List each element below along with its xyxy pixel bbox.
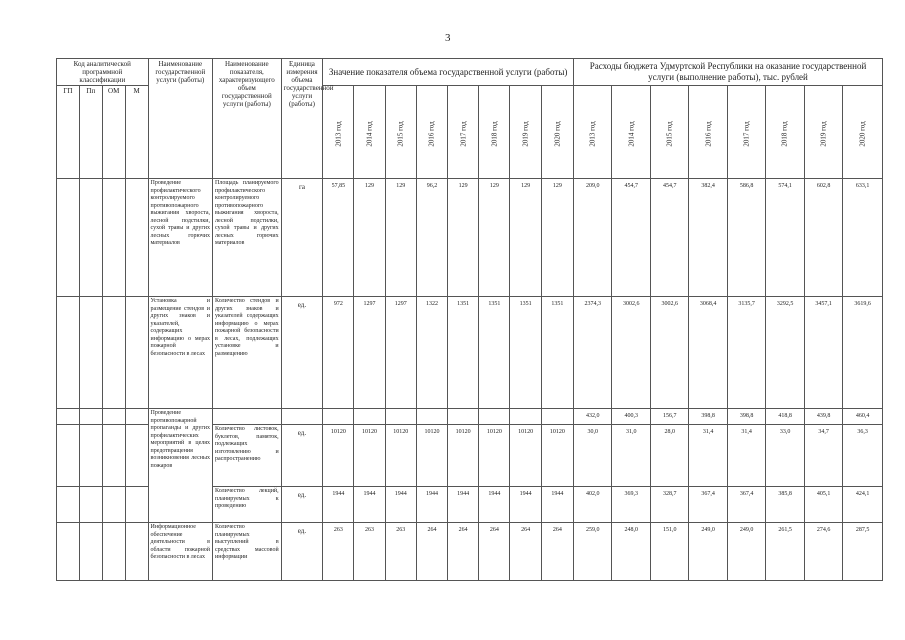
volume-cell: 10120 <box>354 425 385 487</box>
expense-cell: 31,4 <box>727 425 765 487</box>
expense-cell: 439,8 <box>804 409 842 425</box>
volume-cell: 129 <box>541 179 573 297</box>
unit-cell: га <box>281 179 323 297</box>
volume-cell: 264 <box>416 523 447 581</box>
indicator-cell: Количество лекций, планируемых к проведению <box>213 487 282 523</box>
volume-cell: 129 <box>510 179 541 297</box>
volume-year: 2017 год <box>448 86 479 179</box>
volume-cell: 1351 <box>541 297 573 409</box>
volume-cell: 10120 <box>510 425 541 487</box>
volume-cell <box>479 409 510 425</box>
expense-cell: 382,4 <box>689 179 727 297</box>
volume-year: 2016 год <box>416 86 447 179</box>
volume-cell: 1351 <box>510 297 541 409</box>
volume-cell: 264 <box>541 523 573 581</box>
volume-cell <box>323 409 354 425</box>
volume-cell <box>510 409 541 425</box>
expense-cell: 287,5 <box>843 523 883 581</box>
code-pp: Пп <box>79 86 102 179</box>
volume-cell: 1322 <box>416 297 447 409</box>
volume-cell: 10120 <box>479 425 510 487</box>
volume-cell <box>385 409 416 425</box>
expense-cell: 3135,7 <box>727 297 765 409</box>
expense-year: 2020 год <box>843 86 883 179</box>
expense-cell: 432,0 <box>574 409 612 425</box>
volume-cell: 129 <box>479 179 510 297</box>
expense-cell: 33,0 <box>766 425 804 487</box>
expense-cell: 249,0 <box>689 523 727 581</box>
expense-cell: 460,4 <box>843 409 883 425</box>
expense-cell: 151,0 <box>650 523 688 581</box>
code-om: ОМ <box>102 86 125 179</box>
volume-cell: 1351 <box>479 297 510 409</box>
expense-cell: 418,8 <box>766 409 804 425</box>
code-gp: ГП <box>57 86 80 179</box>
volume-year: 2019 год <box>510 86 541 179</box>
expense-cell: 259,0 <box>574 523 612 581</box>
expense-cell: 3068,4 <box>689 297 727 409</box>
indicator-cell: Количество планируемых выступлений в средствах массовой информации <box>213 523 282 581</box>
expense-cell: 209,0 <box>574 179 612 297</box>
volume-cell: 1351 <box>448 297 479 409</box>
expense-header: Расходы бюджета Удмуртской Республики на оказание государственной услуги (выполнение работы), тыс. рублей <box>574 59 883 86</box>
volume-cell: 129 <box>385 179 416 297</box>
expense-cell: 3002,6 <box>612 297 650 409</box>
volume-cell: 1297 <box>354 297 385 409</box>
expense-cell: 3292,5 <box>766 297 804 409</box>
expense-cell: 367,4 <box>689 487 727 523</box>
service-cell: Установка и размещение стендов и других знаков и указателей, содержащих информацию о мерах пожарной безопасности в лесах <box>148 297 212 409</box>
table-row <box>57 179 883 297</box>
volume-header: Значение показателя объема государственной услуги (работы) <box>323 59 574 86</box>
unit-cell <box>281 409 323 425</box>
table-row <box>57 297 883 409</box>
table-row <box>57 409 883 425</box>
indicator-cell: Количество листовок, буклетов, памяток, подлежащих изготовлению и распространению <box>213 425 282 487</box>
expense-cell: 633,1 <box>843 179 883 297</box>
code-cell <box>79 487 102 523</box>
volume-cell: 264 <box>448 523 479 581</box>
volume-year: 2013 год <box>323 86 354 179</box>
volume-cell: 129 <box>354 179 385 297</box>
expense-cell: 31,4 <box>689 425 727 487</box>
volume-cell: 1944 <box>416 487 447 523</box>
volume-cell: 264 <box>510 523 541 581</box>
volume-year: 2018 год <box>479 86 510 179</box>
volume-cell: 129 <box>448 179 479 297</box>
code-cell <box>125 297 148 409</box>
volume-cell: 1944 <box>354 487 385 523</box>
expense-cell: 30,0 <box>574 425 612 487</box>
code-cell <box>125 425 148 487</box>
code-cell <box>125 487 148 523</box>
indicator-cell: Площадь планируемого профилактического контролируемого противопожарного выжигания хвороста, лесной подстилки, сухой травы и других лесных горючих материалов <box>213 179 282 297</box>
expense-year: 2017 год <box>727 86 765 179</box>
expense-cell: 454,7 <box>612 179 650 297</box>
service-name-header: Наименование государственной услуги (работы) <box>148 59 212 179</box>
indicator-name-header: Наименование показателя, характеризующего объем государственной услуги (работы) <box>213 59 282 179</box>
volume-cell <box>416 409 447 425</box>
unit-cell: ед. <box>281 487 323 523</box>
indicator-cell <box>213 409 282 425</box>
code-cell <box>79 297 102 409</box>
volume-cell <box>448 409 479 425</box>
indicator-cell: Количество стендов и других знаков и указателей содержащих информацию о мерах пожарной безопасности в лесах, подлежащих установке и размещению <box>213 297 282 409</box>
volume-cell: 1944 <box>385 487 416 523</box>
expense-cell: 367,4 <box>727 487 765 523</box>
volume-year: 2014 год <box>354 86 385 179</box>
expense-cell: 2374,3 <box>574 297 612 409</box>
table-row <box>57 523 883 581</box>
volume-cell: 96,2 <box>416 179 447 297</box>
code-m: М <box>125 86 148 179</box>
expense-cell: 36,3 <box>843 425 883 487</box>
code-cell <box>57 487 80 523</box>
expense-cell: 385,8 <box>766 487 804 523</box>
expense-cell: 424,1 <box>843 487 883 523</box>
code-cell <box>79 179 102 297</box>
expense-year: 2016 год <box>689 86 727 179</box>
service-cell: Проведение профилактического контролируемого противопожарного выжигания хвороста, лесной подстилки, сухой травы и других лесных горючих материалов <box>148 179 212 297</box>
expense-cell: 261,5 <box>766 523 804 581</box>
volume-cell: 57,85 <box>323 179 354 297</box>
code-cell <box>102 409 125 425</box>
expense-year: 2014 год <box>612 86 650 179</box>
expense-cell: 249,0 <box>727 523 765 581</box>
unit-cell: ед. <box>281 297 323 409</box>
expense-cell: 400,3 <box>612 409 650 425</box>
code-cell <box>102 487 125 523</box>
expense-cell: 3457,1 <box>804 297 842 409</box>
volume-cell: 264 <box>479 523 510 581</box>
volume-cell: 10120 <box>323 425 354 487</box>
volume-cell <box>354 409 385 425</box>
volume-cell: 10120 <box>541 425 573 487</box>
expense-cell: 369,3 <box>612 487 650 523</box>
volume-cell: 10120 <box>385 425 416 487</box>
volume-year: 2020 год <box>541 86 573 179</box>
expense-cell: 328,7 <box>650 487 688 523</box>
code-cell <box>125 523 148 581</box>
expense-year: 2015 год <box>650 86 688 179</box>
services-table <box>56 58 883 581</box>
unit-cell: ед. <box>281 523 323 581</box>
code-cell <box>102 297 125 409</box>
expense-cell: 602,8 <box>804 179 842 297</box>
service-cell: Информационное обеспечение деятельности в области пожарной безопасности в лесах <box>148 523 212 581</box>
code-cell <box>102 179 125 297</box>
code-cell <box>125 179 148 297</box>
expense-cell: 454,7 <box>650 179 688 297</box>
volume-cell: 263 <box>385 523 416 581</box>
expense-cell: 3619,6 <box>843 297 883 409</box>
expense-cell: 274,6 <box>804 523 842 581</box>
volume-cell: 1297 <box>385 297 416 409</box>
code-cell <box>57 297 80 409</box>
expense-cell: 398,8 <box>727 409 765 425</box>
volume-cell: 972 <box>323 297 354 409</box>
expense-year: 2013 год <box>574 86 612 179</box>
unit-header: Единица измерения объема государственной услуги (работы) <box>281 59 323 179</box>
expense-cell: 34,7 <box>804 425 842 487</box>
volume-cell: 10120 <box>416 425 447 487</box>
page-number: 3 <box>445 32 451 44</box>
expense-cell: 574,1 <box>766 179 804 297</box>
expense-cell: 405,1 <box>804 487 842 523</box>
code-cell <box>102 425 125 487</box>
code-cell <box>79 409 102 425</box>
volume-cell: 263 <box>354 523 385 581</box>
volume-cell: 1944 <box>448 487 479 523</box>
code-header: Код аналитической программной классификации <box>57 59 149 86</box>
expense-cell: 248,0 <box>612 523 650 581</box>
volume-cell: 1944 <box>510 487 541 523</box>
expense-cell: 156,7 <box>650 409 688 425</box>
volume-cell: 1944 <box>479 487 510 523</box>
volume-cell: 10120 <box>448 425 479 487</box>
expense-year: 2018 год <box>766 86 804 179</box>
code-cell <box>125 409 148 425</box>
volume-year: 2015 год <box>385 86 416 179</box>
code-cell <box>79 425 102 487</box>
expense-cell: 31,0 <box>612 425 650 487</box>
table-body <box>57 179 883 581</box>
code-cell <box>57 409 80 425</box>
expense-cell: 402,0 <box>574 487 612 523</box>
code-cell <box>57 425 80 487</box>
code-cell <box>57 179 80 297</box>
service-cell: Проведение противопожарной пропаганды и других профилактических мероприятий в целях предотвращения возникновения лесных пожаров <box>148 409 212 523</box>
expense-cell: 398,8 <box>689 409 727 425</box>
expense-cell: 586,8 <box>727 179 765 297</box>
volume-cell: 1944 <box>541 487 573 523</box>
code-cell <box>57 523 80 581</box>
unit-cell: ед. <box>281 425 323 487</box>
volume-cell: 263 <box>323 523 354 581</box>
volume-cell <box>541 409 573 425</box>
expense-cell: 28,0 <box>650 425 688 487</box>
code-cell <box>79 523 102 581</box>
expense-cell: 3002,6 <box>650 297 688 409</box>
volume-cell: 1944 <box>323 487 354 523</box>
code-cell <box>102 523 125 581</box>
expense-year: 2019 год <box>804 86 842 179</box>
